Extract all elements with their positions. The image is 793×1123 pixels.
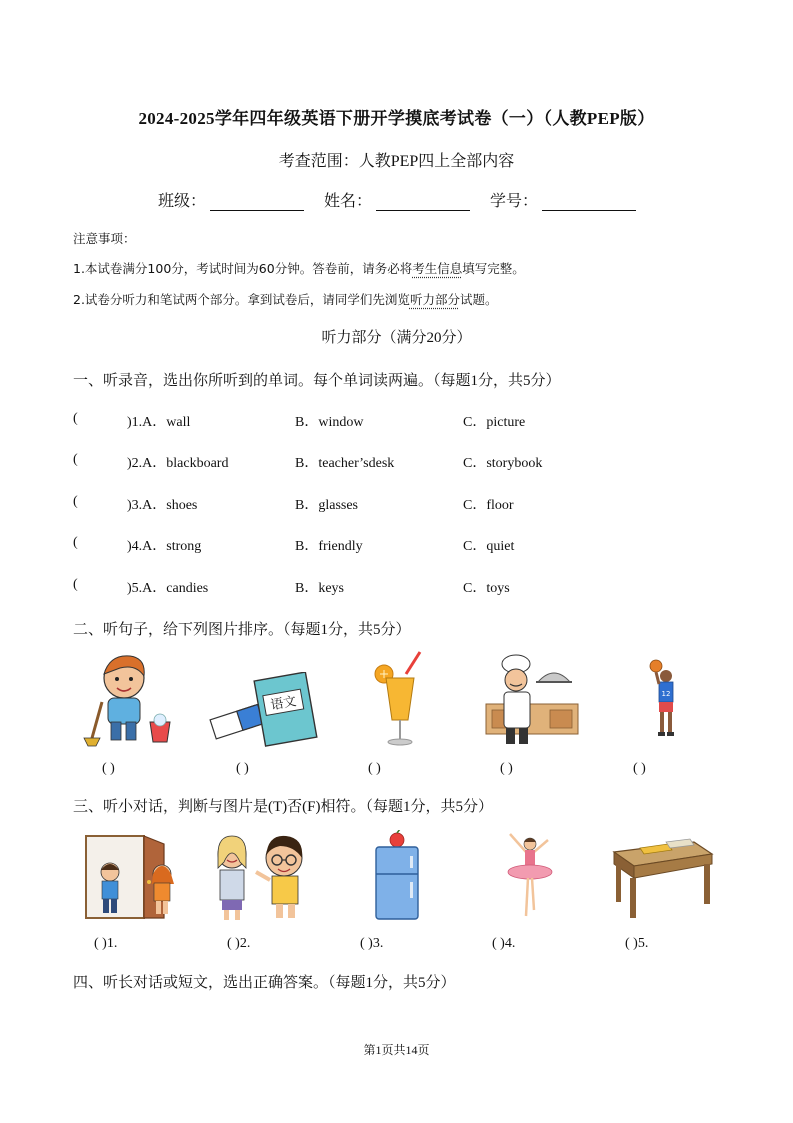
option-c: C．floor [463, 498, 514, 513]
boy-cleaning-picture [80, 650, 180, 748]
question-1-heading: 一、听录音，选出你所听到的单词。每个单词读两遍。（每题1分，共5分） [73, 373, 561, 389]
option-b: B．window [295, 415, 364, 430]
ballerina-picture [504, 830, 556, 922]
q2-answer-4[interactable]: ( ) [500, 761, 513, 776]
q2-answer-3[interactable]: ( ) [368, 761, 381, 776]
question-3-heading: 三、听小对话，判断与图片是(T)否(F)相符。（每题1分，共5分） [73, 799, 493, 815]
page-title: 2024-2025学年四年级英语下册开学摸底考试卷（一）（人教PEP版） [138, 109, 655, 128]
answer-paren[interactable]: ( [73, 535, 78, 550]
class-blank[interactable] [210, 190, 304, 211]
book-title-text: 语文 [269, 694, 298, 714]
q3-answer-5[interactable]: ( )5. [625, 936, 649, 951]
name-blank[interactable] [376, 190, 470, 211]
fridge-with-apple-picture [372, 830, 422, 922]
student-info-line [158, 188, 656, 211]
option-c: C．storybook [463, 456, 543, 471]
answer-paren[interactable]: ( [73, 452, 78, 467]
q1-row-5 [73, 577, 693, 597]
eraser-and-book-picture [206, 672, 322, 748]
option-a: )2.A．blackboard [127, 456, 229, 471]
orange-juice-picture [370, 650, 430, 748]
note-item-2: 2.试卷分听力和笔试两个部分。拿到试卷后，请同学们先浏览听力部分试题。 [73, 292, 498, 307]
id-label: 学号： [490, 193, 539, 210]
kids-at-door-picture [82, 834, 184, 920]
listening-section-heading: 听力部分（满分20分） [321, 330, 472, 346]
q1-row-1 [73, 411, 693, 431]
class-label: 班级： [158, 193, 207, 210]
chef-picture [484, 652, 580, 748]
q3-answer-4[interactable]: ( )4. [492, 936, 516, 951]
option-b: B．keys [295, 581, 344, 596]
option-b: B．glasses [295, 498, 358, 513]
option-c: C．toys [463, 581, 510, 596]
q1-row-4 [73, 535, 693, 555]
q3-answer-1[interactable]: ( )1. [94, 936, 118, 951]
teachers-desk-picture [610, 834, 714, 920]
id-blank[interactable] [542, 190, 636, 211]
q3-answer-3[interactable]: ( )3. [360, 936, 384, 951]
answer-paren[interactable]: ( [73, 577, 78, 592]
option-a: )4.A．strong [127, 539, 202, 554]
option-a: )1.A．wall [127, 415, 191, 430]
page-footer: 第1页共14页 [363, 1043, 430, 1057]
option-a: )5.A．candies [127, 581, 209, 596]
answer-paren[interactable]: ( [73, 411, 78, 426]
answer-paren[interactable]: ( [73, 494, 78, 509]
option-c: C．picture [463, 415, 526, 430]
name-label: 姓名： [324, 193, 373, 210]
q2-answer-2[interactable]: ( ) [236, 761, 249, 776]
note-item-1: 1.本试卷满分100分，考试时间为60分钟。答卷前，请务必将考生信息填写完整。 [73, 261, 525, 276]
q3-answer-2[interactable]: ( )2. [227, 936, 251, 951]
notes-heading: 注意事项： [73, 231, 136, 246]
girl-and-boy-picture [210, 832, 318, 922]
option-b: B．teacher’sdesk [295, 456, 395, 471]
question-4-heading: 四、听长对话或短文，选出正确答案。（每题1分，共5分） [73, 975, 456, 991]
option-b: B．friendly [295, 539, 363, 554]
jersey-number: 12 [661, 690, 671, 698]
q1-row-2 [73, 452, 693, 472]
exam-scope: 考查范围：人教PEP四上全部内容 [278, 153, 515, 170]
option-c: C．quiet [463, 539, 515, 554]
basketball-player-picture [648, 658, 682, 740]
q1-row-3 [73, 494, 693, 514]
q2-answer-1[interactable]: ( ) [102, 761, 115, 776]
q2-answer-5[interactable]: ( ) [633, 761, 646, 776]
option-a: )3.A．shoes [127, 498, 198, 513]
question-2-heading: 二、听句子，给下列图片排序。（每题1分，共5分） [73, 622, 411, 638]
